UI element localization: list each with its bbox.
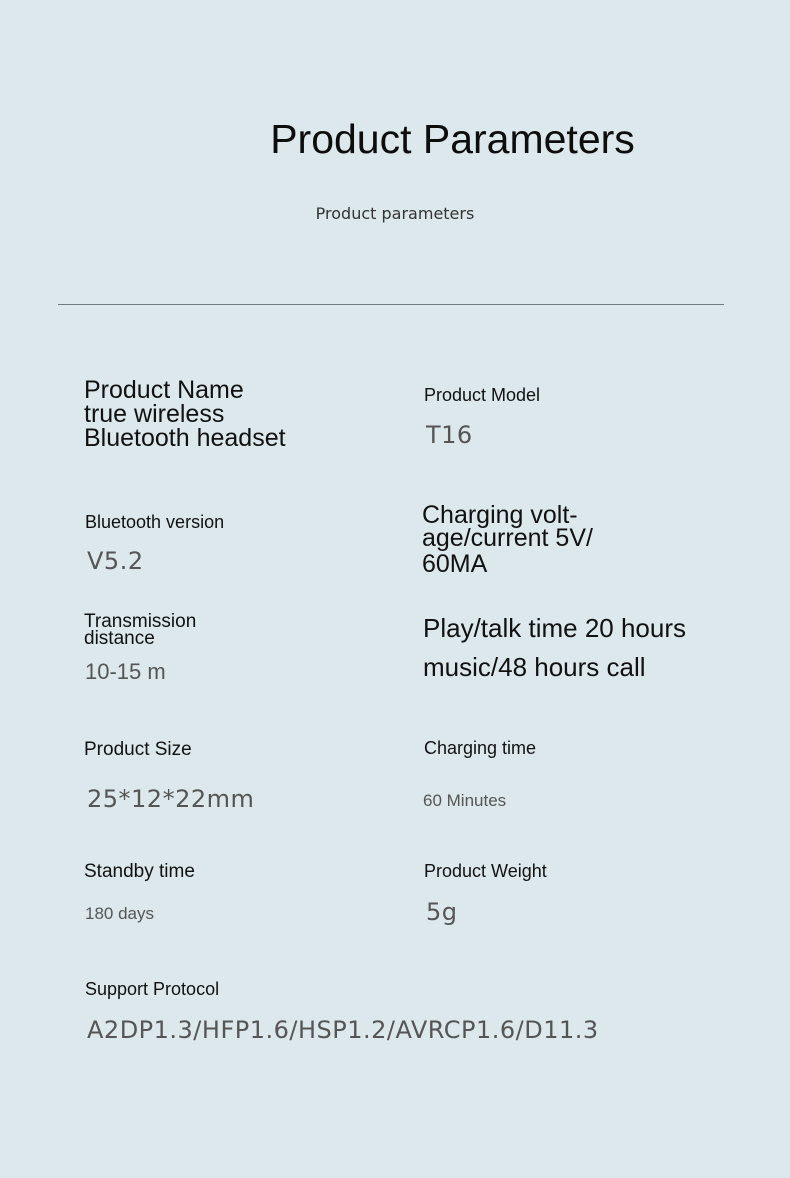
- page-title: Product Parameters: [270, 116, 635, 162]
- product-weight-label: Product Weight: [424, 861, 547, 881]
- play-time-line2: music/48 hours call: [423, 652, 646, 682]
- standby-time-value: 180 days: [85, 904, 154, 923]
- support-protocol-value: A2DP1.3/HFP1.6/HSP1.2/AVRCP1.6/D11.3: [87, 1016, 599, 1044]
- product-size-value: 25*12*22mm: [87, 785, 255, 813]
- standby-time-label: Standby time: [84, 861, 195, 882]
- charging-voltage-line3: 60MA: [422, 550, 488, 578]
- product-weight-value: 5g: [426, 898, 458, 926]
- bluetooth-version-label: Bluetooth version: [85, 512, 225, 532]
- product-size-label: Product Size: [84, 739, 192, 760]
- divider: [58, 304, 724, 305]
- support-protocol-label: Support Protocol: [85, 979, 220, 999]
- charging-time-label: Charging time: [424, 738, 537, 758]
- page-subtitle: Product parameters: [315, 204, 475, 223]
- charging-voltage-line1: Charging volt-: [422, 501, 578, 529]
- product-name-value-line2: Bluetooth headset: [84, 424, 286, 452]
- product-name-value-line1: true wireless: [84, 400, 225, 428]
- bluetooth-version-value: V5.2: [87, 547, 144, 575]
- product-model-label: Product Model: [424, 385, 541, 405]
- play-time-line1: Play/talk time 20 hours: [423, 613, 687, 643]
- transmission-label-line1: Transmission: [84, 611, 197, 632]
- charging-voltage-line2: age/current 5V/: [422, 524, 593, 552]
- product-model-value: T16: [426, 421, 473, 449]
- transmission-value: 10-15 m: [85, 659, 166, 684]
- transmission-label-line2: distance: [84, 628, 155, 649]
- product-name-label: Product Name: [84, 376, 244, 404]
- charging-time-value: 60 Minutes: [423, 791, 507, 810]
